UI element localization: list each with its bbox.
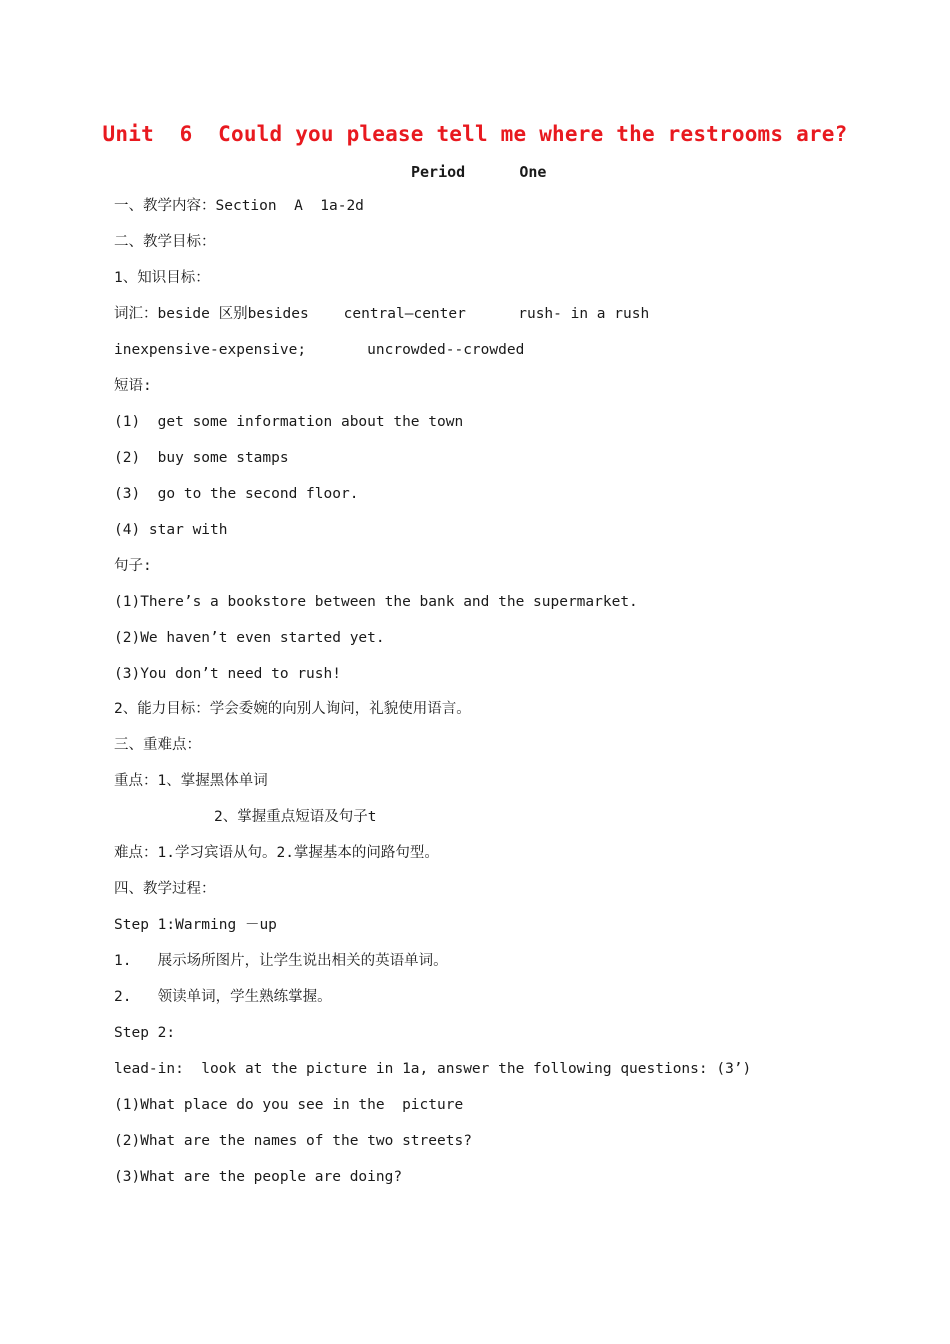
line-phrase-4: (4) star with xyxy=(114,522,228,538)
line-knowledge-goal: 1、知识目标： xyxy=(114,270,210,286)
line-question-1: (1)What place do you see in the picture xyxy=(114,1097,464,1113)
line-difficult-points: 难点：1.学习宾语从句。2.掌握基本的问路句型。 xyxy=(114,845,439,861)
line-sentence-1: (1)There’s a bookstore between the bank and the supermarket. xyxy=(114,594,638,610)
line-question-2: (2)What are the names of the two streets? xyxy=(114,1133,472,1149)
line-sentence-3: (3)You don’t need to rush! xyxy=(114,666,341,682)
line-teaching-process: 四、教学过程： xyxy=(114,881,216,897)
line-phrase-1: (1) get some information about the town xyxy=(114,414,464,430)
line-teaching-goals: 二、教学目标： xyxy=(114,234,216,250)
line-teaching-content: 一、教学内容：Section A 1a-2d xyxy=(114,198,364,214)
line-phrase-2: (2) buy some stamps xyxy=(114,450,289,466)
line-vocabulary-cont: inexpensive-expensive; uncrowded--crowded xyxy=(114,342,525,358)
line-step-2: Step 2: xyxy=(114,1025,176,1041)
line-step-1-item-1: 1. 展示场所图片，让学生说出相关的英语单词。 xyxy=(114,953,448,969)
line-ability-goal: 2、能力目标：学会委婉的向别人询问，礼貌使用语言。 xyxy=(114,701,471,717)
line-step-1: Step 1:Warming －up xyxy=(114,917,277,933)
line-key-point-2: 2、掌握重点短语及句子t xyxy=(214,809,377,825)
line-step-1-item-2: 2. 领读单词，学生熟练掌握。 xyxy=(114,989,332,1005)
line-lead-in: lead-in: look at the picture in 1a, answer the following questions: (3’) xyxy=(114,1061,752,1077)
line-key-points-heading: 三、重难点： xyxy=(114,737,201,753)
line-key-point-1: 重点：1、掌握黑体单词 xyxy=(114,773,268,789)
line-phrases-heading: 短语: xyxy=(114,378,152,394)
line-sentence-2: (2)We haven’t even started yet. xyxy=(114,630,385,646)
document-subtitle: Period One xyxy=(411,163,547,181)
line-vocabulary: 词汇：beside 区别besides central—center rush- in a rush xyxy=(114,306,650,322)
line-phrase-3: (3) go to the second floor. xyxy=(114,486,359,502)
document-title: Unit 6 Could you please tell me where the restrooms are? xyxy=(102,122,848,146)
line-sentences-heading: 句子: xyxy=(114,558,152,574)
line-question-3: (3)What are the people are doing? xyxy=(114,1169,403,1185)
